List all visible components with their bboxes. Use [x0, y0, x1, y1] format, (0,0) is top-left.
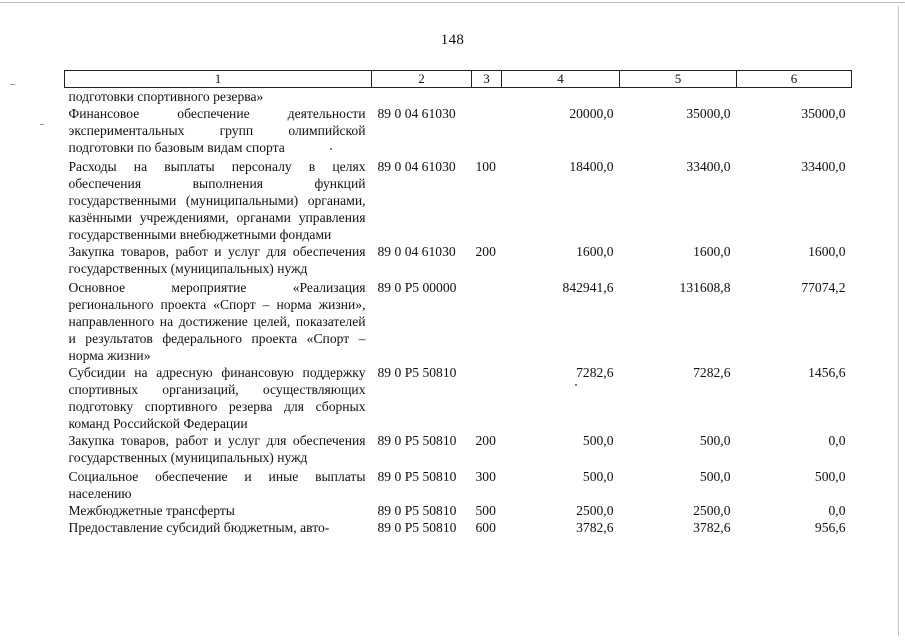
row-value-6: 1456,6 [808, 365, 846, 380]
row-type [472, 88, 502, 106]
scan-edge-right [898, 6, 899, 636]
row-name: Расходы на выплаты персоналу в целях обеспечения выполнения функций государственными (муниципальными) органами, казёнными учреждениями, органами управления государственными внебюджетными фондами [68, 159, 366, 242]
table-header-row [65, 71, 852, 88]
row-value-6: 77074,2 [801, 280, 846, 295]
table-row [65, 243, 852, 277]
row-value-6: 35000,0 [801, 106, 846, 121]
row-name: Финансовое обеспечение деятельности экспериментальных групп олимпийской подготовки по базовым видам спорта [68, 106, 366, 155]
row-value-5: 2500,0 [693, 503, 731, 518]
row-value-6: 0,0 [828, 433, 846, 448]
row-type: 600 [475, 520, 496, 535]
table-row [65, 364, 852, 432]
table-row [65, 156, 852, 243]
table-row [65, 105, 852, 156]
row-value-4: 18400,0 [569, 159, 614, 174]
row-code: 89 0 04 61030 [377, 106, 456, 121]
row-value-4: 500,0 [582, 469, 614, 484]
table-row [65, 432, 852, 466]
row-value-5: 35000,0 [686, 106, 731, 121]
row-value-6: 33400,0 [801, 159, 846, 174]
row-code: 89 0 P5 50810 [377, 433, 457, 448]
row-code: 89 0 P5 50810 [377, 469, 457, 484]
column-header: 6 [737, 71, 852, 88]
table-row [65, 519, 852, 536]
row-code: 89 0 P5 50810 [377, 520, 457, 535]
column-header: 5 [620, 71, 737, 88]
row-value-5: 131608,8 [679, 280, 731, 295]
table-row [65, 88, 852, 106]
row-value-5: 7282,6 [693, 365, 731, 380]
column-header: 1 [65, 71, 372, 88]
row-type [472, 277, 502, 364]
scan-edge-top [0, 2, 905, 3]
row-code: 89 0 04 61030 [377, 244, 456, 259]
table-row [65, 277, 852, 364]
row-value-6: 0,0 [828, 503, 846, 518]
row-value-4: 842941,6 [562, 280, 614, 295]
row-value-4: 1600,0 [576, 244, 614, 259]
row-name: Межбюджетные трансферты [68, 503, 235, 518]
row-name: Социальное обеспечение и иные выплаты населению [68, 469, 366, 501]
column-header: 3 [472, 71, 502, 88]
row-value-4 [502, 88, 620, 106]
row-name: Субсидии на адресную финансовую поддержку спортивных организаций, осуществляющих подготовку спортивного резерва для сборных команд Российской Федерации [68, 365, 366, 431]
row-value-4: 2500,0 [576, 503, 614, 518]
row-name: Предоставление субсидий бюджетным, авто- [68, 520, 330, 535]
row-value-4: 3782,6 [576, 520, 614, 535]
row-value-6: 500,0 [814, 469, 846, 484]
row-name: Закупка товаров, работ и услуг для обеспечения государственных (муниципальных) нужд [68, 433, 366, 465]
row-value-5: 1600,0 [693, 244, 731, 259]
row-type: 200 [475, 244, 496, 259]
row-value-4: 500,0 [582, 433, 614, 448]
row-value-6: 1600,0 [808, 244, 846, 259]
row-value-5: 500,0 [699, 469, 731, 484]
scan-mark-left [40, 124, 44, 125]
row-code: 89 0 P5 50810 [377, 365, 457, 380]
scan-mark-left [10, 84, 15, 85]
row-name: подготовки спортивного резерва» [68, 89, 264, 104]
row-type: 100 [475, 159, 496, 174]
row-value-6: 956,6 [814, 520, 846, 535]
row-type [472, 105, 502, 156]
page-number: 148 [440, 32, 465, 48]
table-row [65, 502, 852, 519]
row-code [372, 88, 472, 106]
row-type: 300 [475, 469, 496, 484]
row-value-5: 3782,6 [693, 520, 731, 535]
row-name: Закупка товаров, работ и услуг для обеспечения государственных (муниципальных) нужд [68, 244, 366, 276]
budget-table [64, 70, 852, 536]
row-value-4: 20000,0 [569, 106, 614, 121]
row-name: Основное мероприятие «Реализация регионального проекта «Спорт – норма жизни», направленного на достижение целей, показателей и результатов федерального проекта «Спорт – норма жизни» [68, 280, 366, 363]
row-value-5: 33400,0 [686, 159, 731, 174]
row-code: 89 0 04 61030 [377, 159, 456, 174]
row-type [472, 364, 502, 432]
row-type: 500 [475, 503, 496, 518]
row-value-5: 500,0 [699, 433, 731, 448]
row-code: 89 0 P5 50810 [377, 503, 457, 518]
column-header: 2 [372, 71, 472, 88]
table-row [65, 466, 852, 502]
row-value-5 [620, 88, 737, 106]
column-header: 4 [502, 71, 620, 88]
row-value-6 [737, 88, 852, 106]
row-value-4: 7282,6 [576, 365, 614, 380]
row-code: 89 0 P5 00000 [377, 280, 457, 295]
row-type: 200 [475, 433, 496, 448]
